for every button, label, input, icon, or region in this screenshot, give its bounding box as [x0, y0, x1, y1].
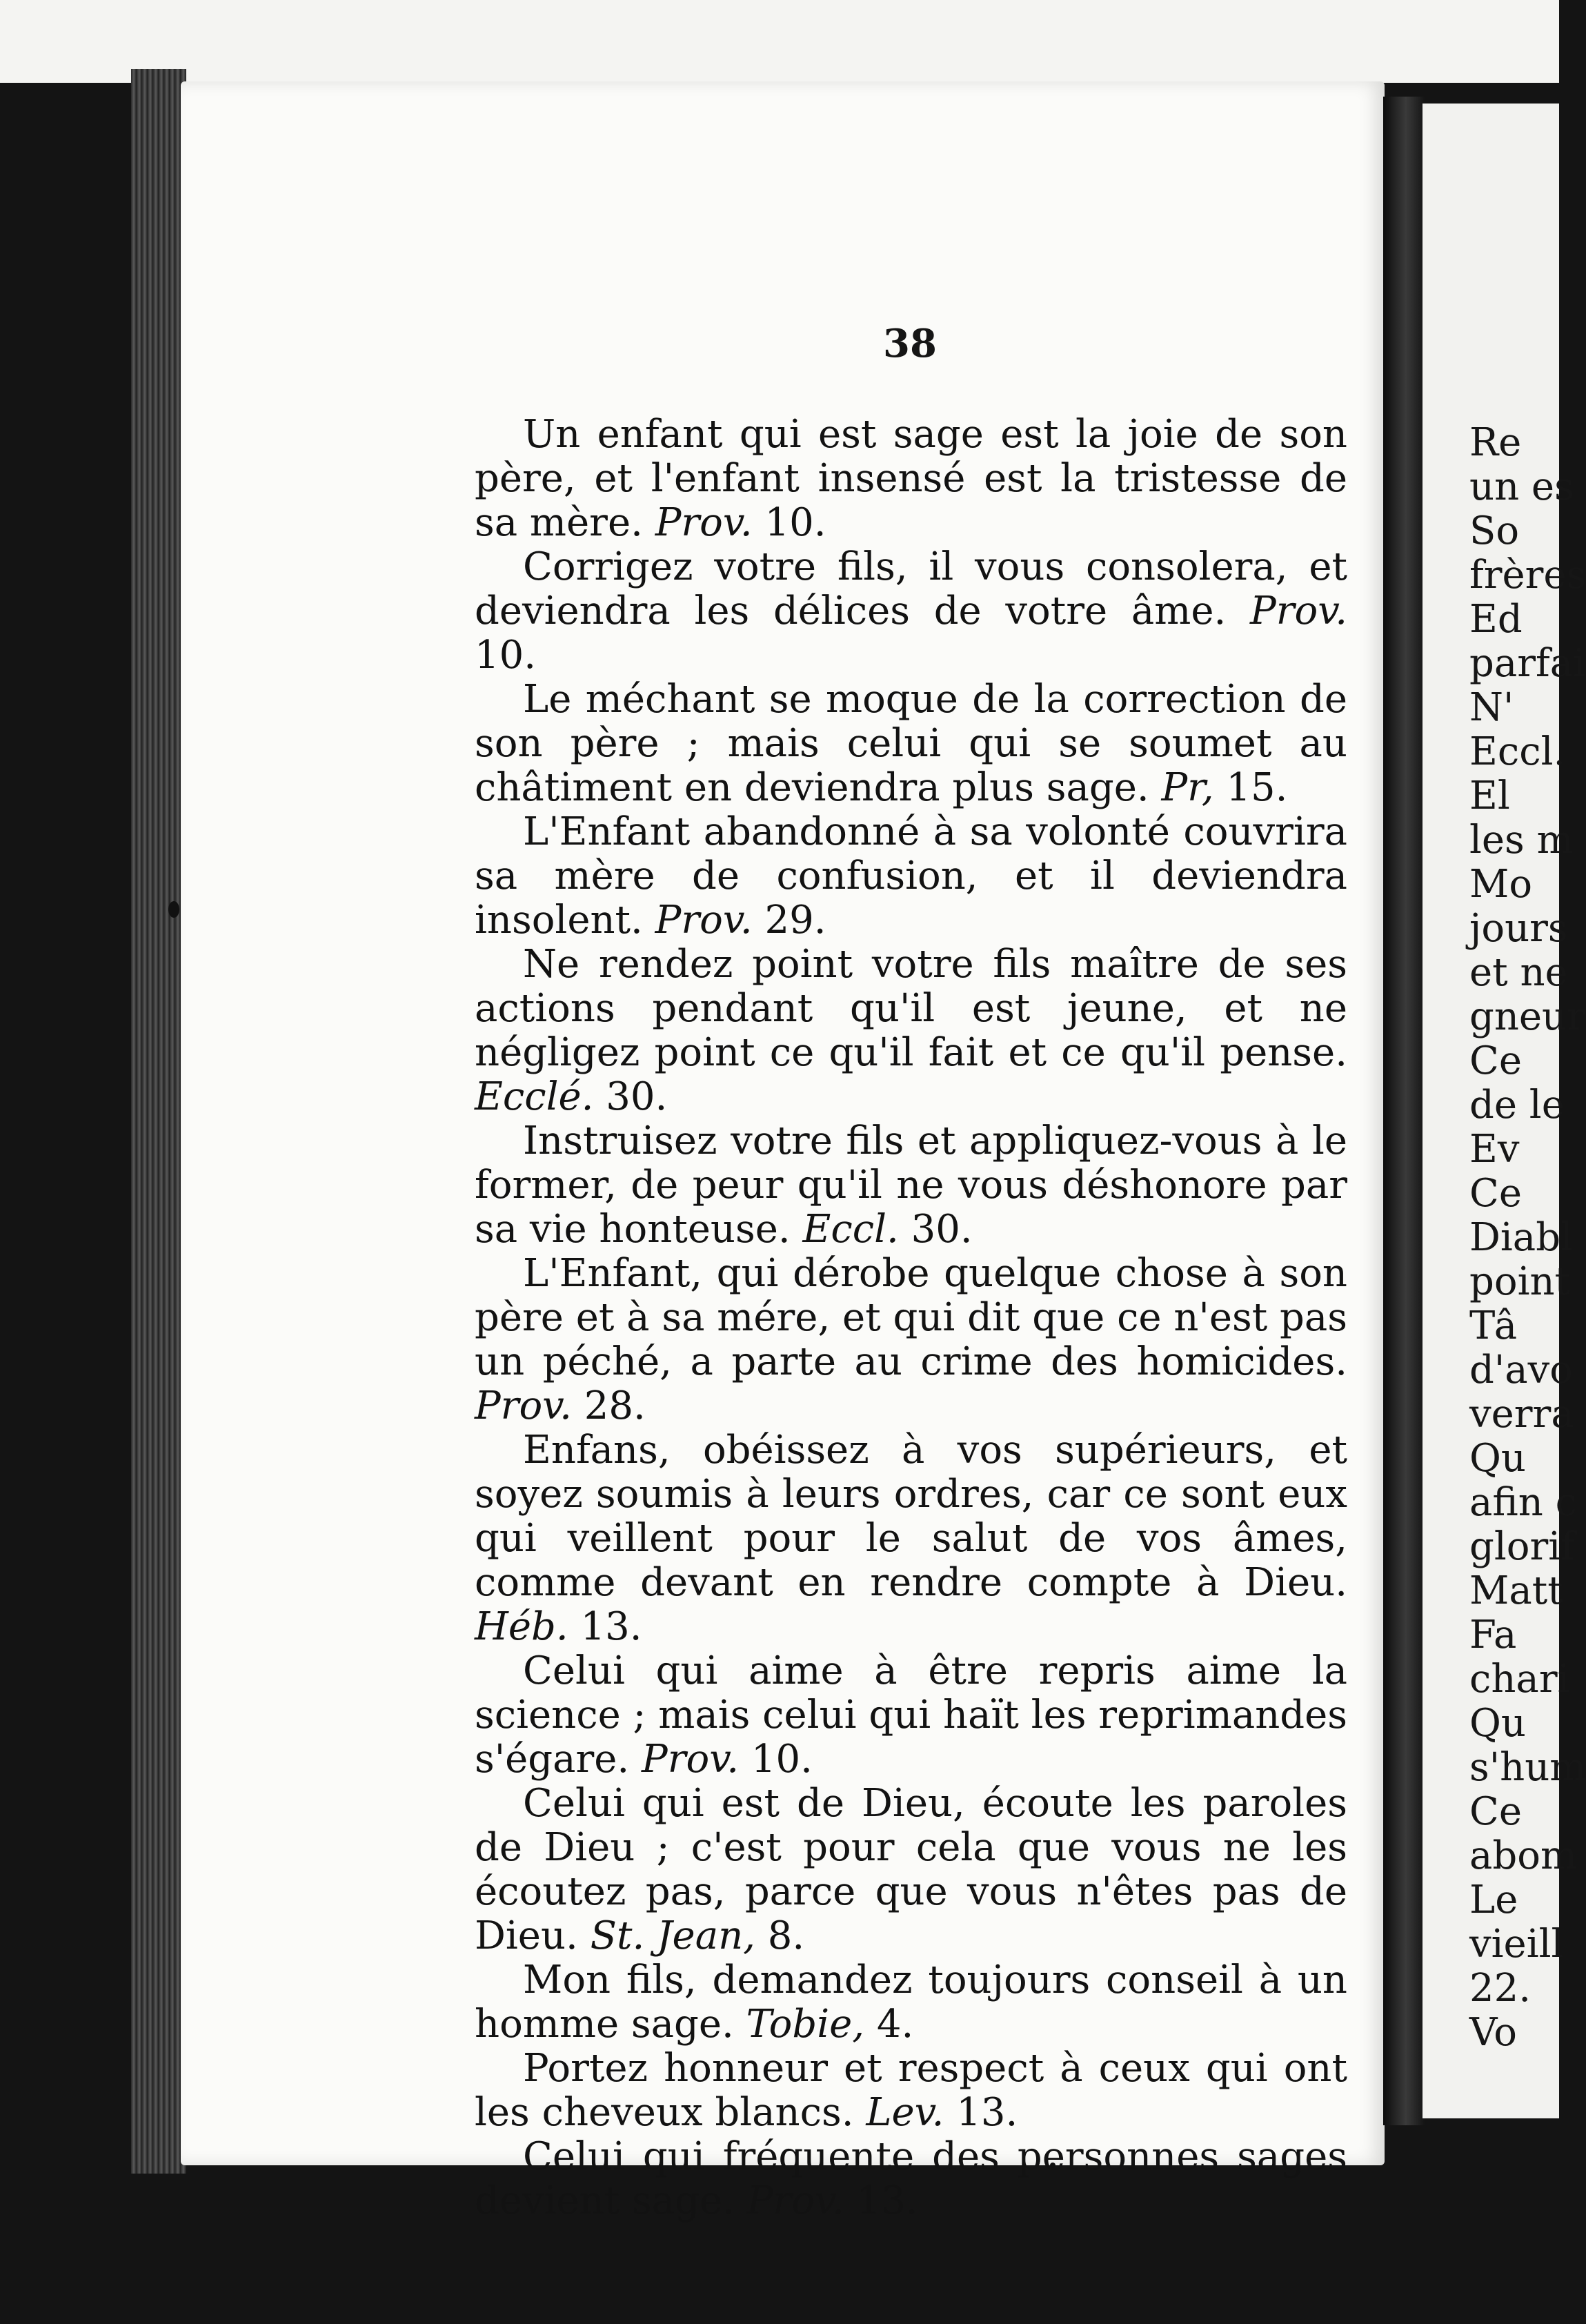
adjacent-page-line: Ed — [1469, 597, 1523, 642]
adjacent-page-line: jours — [1469, 906, 1568, 951]
scripture-reference: Prov. — [475, 1383, 572, 1428]
adjacent-page-line: verra — [1469, 1392, 1574, 1437]
reference-number: 8. — [767, 1913, 805, 1958]
reference-number: 4. — [876, 2002, 914, 2047]
scripture-reference: Eccl. — [802, 1207, 899, 1252]
adjacent-page-line: Matt — [1469, 1568, 1563, 1613]
reference-number: 28. — [584, 1383, 646, 1428]
adjacent-page-line: Qu — [1469, 1701, 1526, 1746]
paragraph-text: Celui qui aime à être repris aime la science ; mais celui qui haït les reprimandes s'égare. — [475, 1648, 1347, 1782]
scripture-reference: St. Jean, — [590, 1913, 755, 1958]
reference-number: 10. — [475, 633, 537, 678]
adjacent-page-line: N' — [1469, 685, 1514, 730]
paragraph — [475, 678, 1347, 810]
paragraph-text: Le méchant se moque de la correction de son père ; mais celui qui se soumet au châtiment en deviendra plus sage. — [475, 677, 1347, 810]
adjacent-page-line: El — [1469, 774, 1510, 818]
paragraph-text: Instruisez votre fils et appliquez-vous à le former, de peur qu'il ne vous déshonore par sa vie honteuse. — [475, 1119, 1347, 1252]
adjacent-page-line: Diabl — [1469, 1215, 1573, 1260]
adjacent-page-line: Ce — [1469, 1171, 1522, 1216]
paragraph — [475, 1119, 1347, 1252]
reference-number: 13. — [956, 2090, 1018, 2135]
adjacent-page-line: 22. — [1469, 1966, 1532, 2011]
page-number: 38 — [883, 321, 937, 366]
paragraph-text: L'Enfant abandonné à sa volonté couvrira sa mère de confusion, et il deviendra insolent. — [475, 809, 1347, 943]
paragraph — [475, 1782, 1347, 1958]
paragraph — [475, 545, 1347, 678]
scripture-reference: Prov. — [655, 500, 753, 545]
adjacent-page-line: vieill — [1469, 1922, 1564, 1967]
adjacent-page-line: So — [1469, 509, 1520, 553]
paragraph — [475, 1649, 1347, 1782]
paragraph-text: Enfans, obéissez à vos supérieurs, et soyez soumis à leurs ordres, car ce sont eux qui veillent pour le salut de vos âmes, comme devant en rendre compte à Dieu. — [475, 1428, 1347, 1605]
adjacent-page-line: s'hum — [1469, 1745, 1586, 1790]
adjacent-page-line: Ev — [1469, 1127, 1520, 1172]
ink-speck — [168, 901, 179, 918]
scan-background — [0, 0, 1559, 83]
adjacent-page-fragment — [1423, 104, 1586, 2118]
book-page-edges — [131, 69, 186, 2174]
book-gutter — [1383, 97, 1425, 2125]
reference-number: 30. — [606, 1074, 668, 1119]
adjacent-page-line: Re — [1469, 420, 1522, 465]
scripture-reference: Tobie, — [746, 2002, 865, 2047]
paragraph-text: Corrigez votre fils, il vous consolera, et deviendra les délices de votre âme. — [475, 544, 1347, 633]
reference-number: 29. — [764, 898, 826, 943]
adjacent-page-line: d'avo — [1469, 1348, 1573, 1392]
adjacent-page-line: les m — [1469, 818, 1574, 863]
adjacent-page-line: Le — [1469, 1878, 1518, 1922]
paragraph-text: L'Enfant, qui dérobe quelque chose à son père et à sa mére, et qui dit que ce n'est pas un péché, a parte au crime des homicides. — [475, 1251, 1347, 1384]
scripture-reference: Prov. — [746, 2178, 844, 2223]
reference-number: 13. — [580, 1604, 642, 1649]
adjacent-page-line: Vo — [1469, 2010, 1518, 2055]
reference-number: 10. — [751, 1737, 813, 1782]
paragraph — [475, 1252, 1347, 1428]
paragraph — [475, 1958, 1347, 2047]
scripture-reference: Héb. — [475, 1604, 568, 1649]
adjacent-page-line: gneur — [1469, 994, 1585, 1039]
adjacent-page-line: abom — [1469, 1833, 1578, 1878]
paragraph — [475, 2135, 1347, 2223]
reference-number: 15. — [1226, 765, 1288, 810]
paragraph-text: Un enfant qui est sage est la joie de son père, et l'enfant insensé est la tristesse de sa mère. — [475, 412, 1347, 545]
adjacent-page-line: glorif — [1469, 1524, 1575, 1569]
paragraph-text: Celui qui est de Dieu, écoute les paroles de Dieu ; c'est pour cela que vous ne les écoutez pas, parce que vous n'êtes pas de Dieu. — [475, 1781, 1347, 1958]
paragraph-text: Celui qui fréquente des personnes sages devient sage. — [475, 2134, 1347, 2223]
adjacent-page-line: Fa — [1469, 1613, 1517, 1657]
scripture-reference: Prov. — [642, 1737, 739, 1782]
adjacent-page-line: Eccl. — [1469, 729, 1566, 774]
adjacent-page-line: Mo — [1469, 862, 1533, 907]
scripture-reference: Ecclé. — [475, 1074, 594, 1119]
reference-number: 10. — [764, 500, 826, 545]
paragraph-text: Portez honneur et respect à ceux qui ont les cheveux blancs. — [475, 2046, 1347, 2135]
adjacent-page-line: de le — [1469, 1083, 1565, 1127]
adjacent-page-line: Ce — [1469, 1789, 1522, 1834]
adjacent-page-line: chari — [1469, 1657, 1570, 1702]
scripture-reference: Lev. — [866, 2090, 944, 2135]
main-text — [475, 413, 1347, 2223]
paragraph — [475, 943, 1347, 1119]
scripture-reference: Prov. — [655, 898, 753, 943]
adjacent-page-line: afin c — [1469, 1480, 1577, 1525]
adjacent-page-line: frères — [1469, 553, 1586, 598]
adjacent-page-line: Qu — [1469, 1436, 1526, 1481]
adjacent-page-line: et ne — [1469, 950, 1568, 995]
adjacent-page-line: point — [1469, 1259, 1571, 1304]
scripture-reference: Pr, — [1161, 765, 1214, 810]
reference-number: 30. — [911, 1207, 973, 1252]
adjacent-page-line: un es — [1469, 464, 1574, 509]
paragraph — [475, 2047, 1347, 2135]
adjacent-page-line: parfai — [1469, 641, 1586, 686]
reference-number: 13. — [856, 2178, 918, 2223]
scripture-reference: Prov. — [1250, 589, 1347, 633]
paragraph-text: Ne rendez point votre fils maître de ses actions pendant qu'il est jeune, et ne négligez point ce qu'il fait et ce qu'il pense. — [475, 942, 1347, 1075]
paragraph — [475, 810, 1347, 943]
adjacent-page-line: Tâ — [1469, 1303, 1518, 1348]
paragraph — [475, 413, 1347, 545]
paragraph-text: Mon fils, demandez toujours conseil à un homme sage. — [475, 1958, 1347, 2047]
adjacent-page-line: Ce — [1469, 1038, 1522, 1083]
paragraph — [475, 1428, 1347, 1649]
